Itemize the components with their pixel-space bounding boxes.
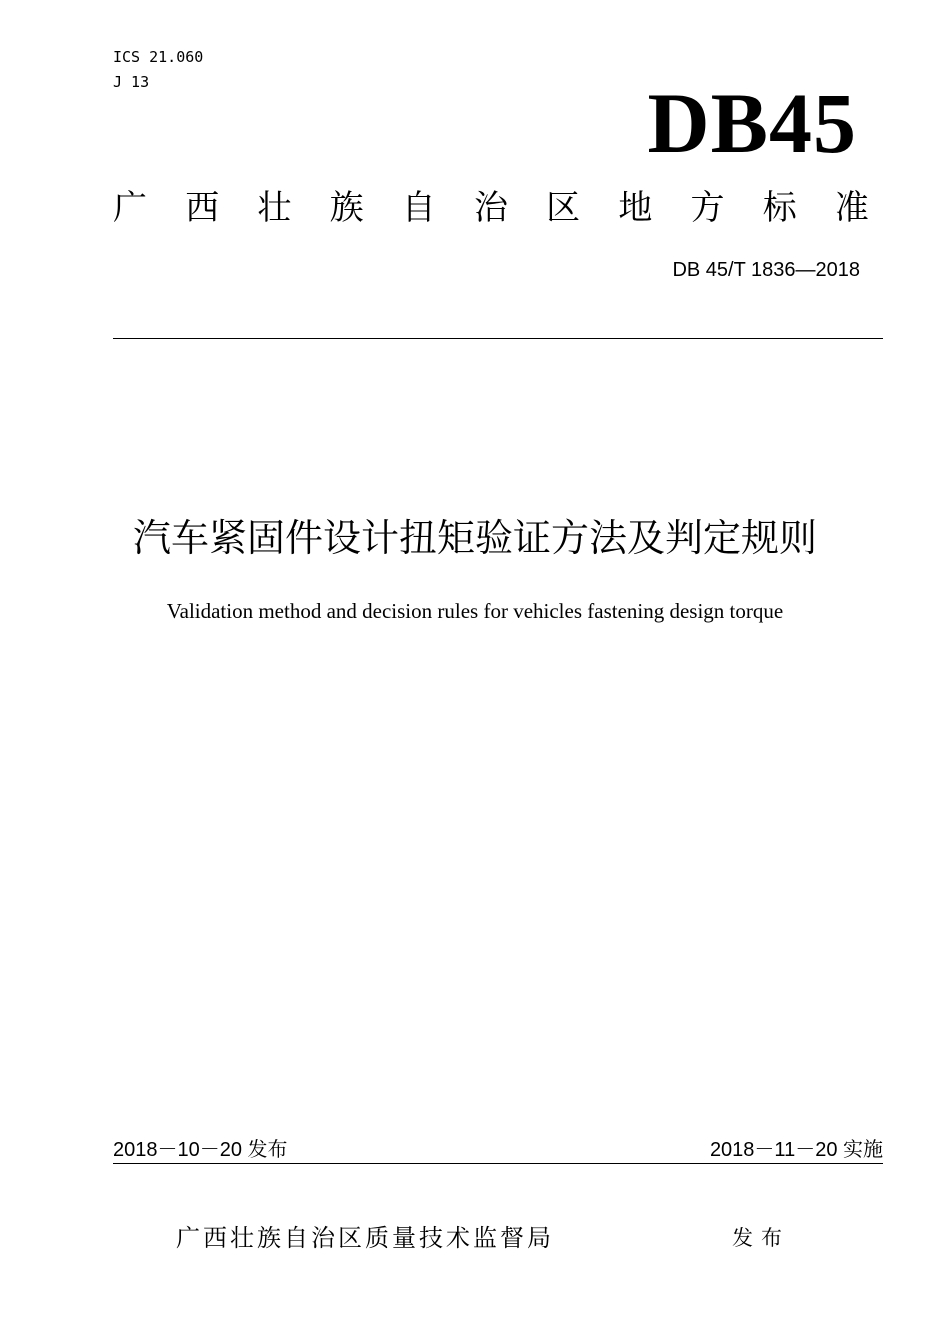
standard-type-char: 准: [834, 188, 869, 228]
standard-type-char: 方: [690, 188, 725, 228]
issuing-authority: 广西壮族自治区质量技术监督局: [176, 1224, 554, 1252]
title-english: Validation method and decision rules for vehicles fastening design torque: [166, 599, 784, 623]
classification-code: J 13: [113, 73, 150, 91]
standard-type-char: 壮: [257, 188, 292, 228]
ics-code: ICS 21.060: [113, 48, 204, 66]
standard-type-char: 西: [185, 188, 220, 228]
standard-type-char: 标: [762, 188, 797, 228]
standard-type-char: 治: [473, 188, 508, 228]
standard-number: DB 45/T 1836—2018: [672, 259, 860, 281]
standard-type-char: 自: [401, 188, 436, 228]
issue-date: 2018－10－20 发布: [113, 1139, 288, 1161]
effective-date: 2018－11－20 实施: [709, 1139, 883, 1161]
standard-type-char: 广: [113, 188, 147, 228]
standard-type-heading: [113, 186, 869, 230]
header-divider: [113, 338, 883, 339]
publish-label: 发布: [732, 1226, 790, 1250]
title-chinese: 汽车紧固件设计扭矩验证方法及判定规则: [132, 516, 817, 560]
standard-type-char: 族: [329, 188, 364, 228]
standard-type-char: 地: [618, 188, 653, 228]
standard-type-char: 区: [546, 188, 581, 228]
footer-divider: [113, 1163, 883, 1164]
db45-logo: DB45: [647, 75, 857, 171]
